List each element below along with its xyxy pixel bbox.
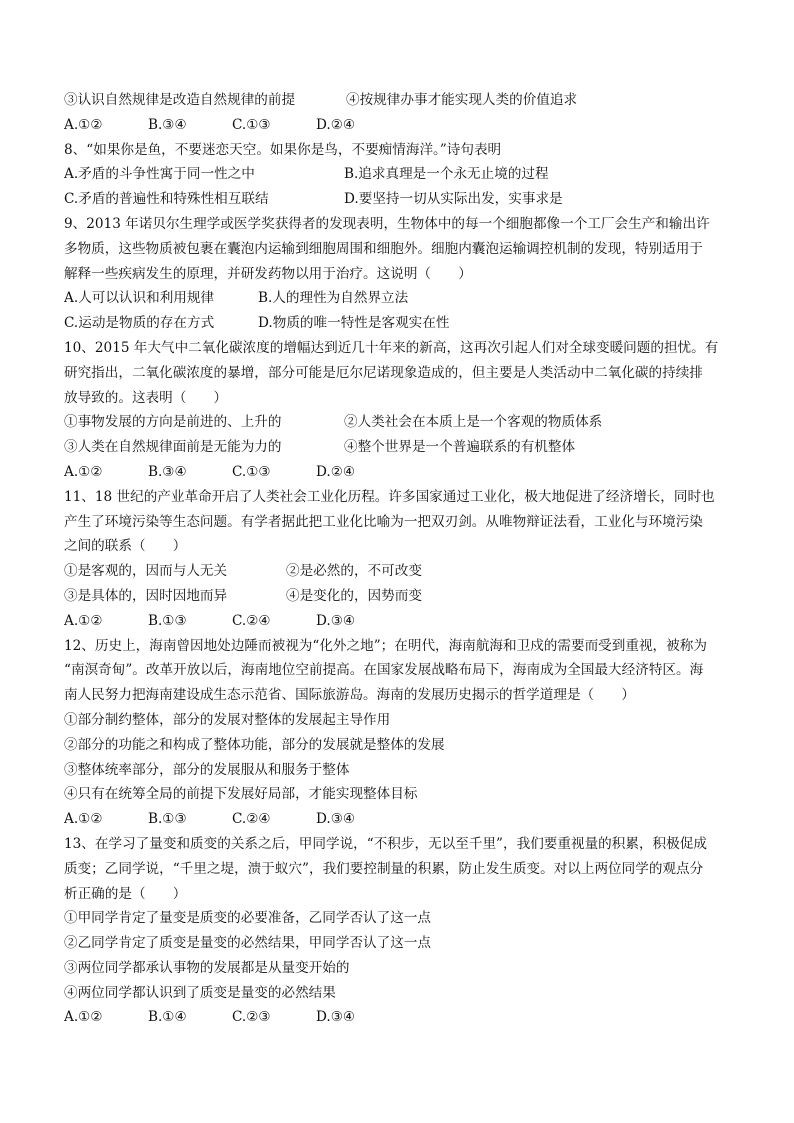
q12-choice-a: A.①② (64, 811, 103, 828)
q10-item-4: ④整个世界是一个普遍联系的有机整体 (344, 439, 576, 456)
q10-choices (64, 460, 754, 485)
q13-stem-line: 析正确的是（ ） (64, 885, 187, 902)
q13-item-1: ①甲同学肯定了量变是质变的必要准备，乙同学否认了这一点 (64, 910, 432, 927)
q11-choice-b: B.①③ (148, 612, 187, 629)
q12-stem-line: 12、历史上，海南曾因地处边陲而被视为“化外之地”；在明代，海南航海和卫戍的需要而受到重视，被称为 (64, 637, 707, 654)
q12-item-4: ④只有在统筹全局的前提下发展好局部，才能实现整体目标 (64, 786, 418, 803)
q10-item-2: ②人类社会在本质上是一个客观的物质体系 (344, 414, 603, 431)
q11-item-2: ②是必然的，不可改变 (286, 563, 422, 580)
q11-stem-line: 产生了环境污染等生态问题。有学者据此把工业化比喻为一把双刃剑。从唯物辩证法看，工业化与环境污染 (64, 513, 703, 530)
q13-stem-line: 13、在学习了量变和质变的关系之后，甲同学说，“不积步，无以至千里”，我们要重视量的积累，积极促成 (64, 835, 707, 852)
q8-option-d: D.要坚持一切从实际出发，实事求是 (344, 191, 563, 208)
q8-stem: 8、“如果你是鱼，不要迷恋天空。如果你是鸟，不要痴情海洋。”诗句表明 (64, 141, 502, 158)
q11-choice-d: D.③④ (316, 612, 356, 629)
q12-choice-b: B.①③ (148, 811, 187, 828)
q12-item-2: ②部分的功能之和构成了整体功能，部分的发展就是整体的发展 (64, 736, 445, 753)
q9-options-row (64, 311, 754, 336)
q13-choice-b: B.①④ (148, 1009, 187, 1026)
q10-items-row (64, 435, 754, 460)
q9-option-b: B.人的理性为自然界立法 (258, 290, 409, 307)
q10-choice-a: A.①② (64, 463, 103, 480)
q10-stem-line: 研究指出，二氧化碳浓度的暴增，部分可能是厄尔尼诺现象造成的，但主要是人类活动中二氧化碳的持续排 (64, 364, 703, 381)
q11-item-1: ①是客观的，因而与人无关 (64, 563, 228, 580)
q12-choice-c: C.②④ (232, 811, 271, 828)
q12-choices (64, 807, 754, 832)
q8-options-row (64, 187, 754, 212)
q10-items-row (64, 410, 754, 435)
q13-item-2: ②乙同学肯定了质变是量变的必然结果，甲同学否认了这一点 (64, 935, 432, 952)
q7-choice-c: C.①③ (232, 116, 271, 133)
q10-choice-c: C.①③ (232, 463, 271, 480)
q13-choice-a: A.①② (64, 1009, 103, 1026)
q10-choice-d: D.②④ (316, 463, 356, 480)
q7-choice-d: D.②④ (316, 116, 356, 133)
q11-stem-line: 11、18 世纪的产业革命开启了人类社会工业化历程。许多国家通过工业化，极大地促进了经济增长，同时也 (64, 488, 715, 505)
q13-choice-c: C.②③ (232, 1009, 271, 1026)
q8-option-a: A.矛盾的斗争性寓于同一性之中 (64, 166, 255, 183)
q12-item-3: ③整体统率部分，部分的发展服从和服务于整体 (64, 761, 350, 778)
q13-item-4: ④两位同学都认识到了质变是量变的必然结果 (64, 984, 336, 1001)
q11-items-row (64, 559, 754, 584)
q7-choice-a: A.①② (64, 116, 103, 133)
q10-choice-b: B.③④ (148, 463, 187, 480)
q9-options-row (64, 286, 754, 311)
q11-choice-a: A.①② (64, 612, 103, 629)
q10-item-1: ①事物发展的方向是前进的、上升的 (64, 414, 282, 431)
q13-choice-d: D.③④ (316, 1009, 356, 1026)
q12-choice-d: D.③④ (316, 811, 356, 828)
q7-items-row (64, 88, 754, 113)
q9-option-a: A.人可以认识和利用规律 (64, 290, 215, 307)
q13-choices (64, 1005, 754, 1030)
q10-item-3: ③人类在自然规律面前是无能为力的 (64, 439, 282, 456)
q7-choices (64, 113, 754, 138)
q11-items-row (64, 584, 754, 609)
q9-stem-line: 多物质，这些物质被包裹在囊泡内运输到细胞周围和细胞外。细胞内囊泡运输调控机制的发现，特别适用于 (64, 240, 703, 257)
q9-option-c: C.运动是物质的存在方式 (64, 315, 215, 332)
q7-choice-b: B.③④ (148, 116, 187, 133)
q9-option-d: D.物质的唯一特性是客观实在性 (258, 315, 450, 332)
q11-item-3: ③是具体的，因时因地而异 (64, 587, 228, 604)
q7-item-3: ③认识自然规律是改造自然规律的前提 (64, 92, 296, 108)
q8-option-c: C.矛盾的普遍性和特殊性相互联结 (64, 191, 269, 208)
q9-stem-line: 解释一些疾病发生的原理，并研发药物以用于治疗。这说明（ ） (64, 265, 472, 282)
q8-options-row (64, 162, 754, 187)
q12-stem-line: 南人民努力把海南建设成生态示范省、国际旅游岛。海南的发展历史揭示的哲学道理是（ ） (64, 687, 635, 704)
q12-item-1: ①部分制约整体，部分的发展对整体的发展起主导作用 (64, 711, 391, 728)
q11-stem-line: 之间的联系（ ） (64, 538, 187, 555)
q8-option-b: B.追求真理是一个永无止境的过程 (344, 166, 549, 183)
q11-item-4: ④是变化的，因势而变 (286, 587, 422, 604)
q10-stem-line: 放导致的。这表明（ ） (64, 389, 228, 406)
q13-stem-line: 质变；乙同学说，“千里之堤，溃于蚁穴”，我们要控制量的积累，防止发生质变。对以上两位同学的观点分 (64, 860, 704, 877)
q13-item-3: ③两位同学都承认事物的发展都是从量变开始的 (64, 959, 350, 976)
q12-stem-line: “南溟奇甸”。改革开放以后，海南地位空前提高。在国家发展战略布局下，海南成为全国最大经济特区。海 (64, 662, 704, 679)
q7-item-4: ④按规律办事才能实现人类的价值追求 (346, 92, 578, 108)
q11-choice-c: C.②④ (232, 612, 271, 629)
q11-choices (64, 609, 754, 634)
q9-stem-line: 9、2013 年诺贝尔生理学或医学奖获得者的发现表明，生物体中的每一个细胞都像一个工厂会生产和输出许 (64, 215, 710, 232)
q10-stem-line: 10、2015 年大气中二氧化碳浓度的增幅达到近几十年来的新高，这再次引起人们对全球变暖问题的担忧。有 (64, 339, 719, 356)
